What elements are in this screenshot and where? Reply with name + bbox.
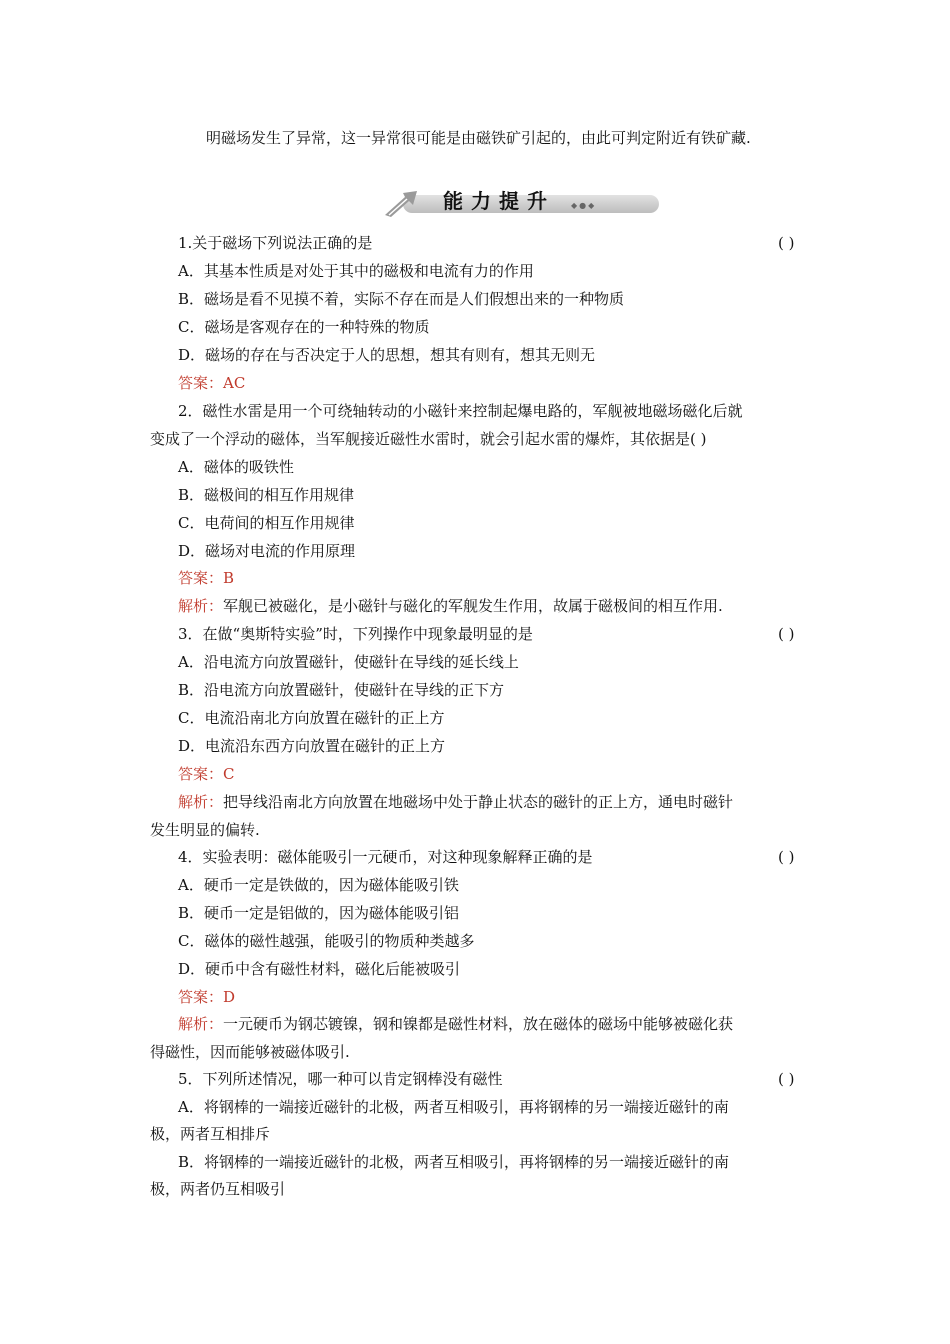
q3-option-d: D．电流沿东西方向放置在磁针的正上方 <box>178 737 446 755</box>
q2-option-c: C．电荷间的相互作用规律 <box>178 514 355 532</box>
q4-answer-blank: ( ) <box>778 848 795 866</box>
dots-icon: ◆●◆ <box>571 201 597 210</box>
q2-stem-line2: 变成了一个浮动的磁体，当军舰接近磁性水雷时，就会引起水雷的爆炸，其依据是( ) <box>150 430 707 448</box>
q1-option-b: B．磁场是看不见摸不着，实际不存在而是人们假想出来的一种物质 <box>178 290 625 308</box>
q5-option-a-line2: 极，两者互相排斥 <box>150 1125 271 1143</box>
arrow-icon <box>383 187 427 219</box>
q3-analysis-line1 <box>178 792 733 812</box>
section-title: 能力提升 <box>443 189 555 213</box>
q4-analysis-line2: 得磁性，因而能够被磁体吸引. <box>150 1043 350 1061</box>
q1-option-c: C．磁场是客观存在的一种特殊的物质 <box>178 318 430 336</box>
q5-option-b-line2: 极，两者仍互相吸引 <box>150 1180 286 1198</box>
q4-option-b: B．硬币一定是铝做的，因为磁体能吸引铝 <box>178 904 460 922</box>
q2-analysis <box>178 596 723 616</box>
analysis-body: 一元硬币为钢芯镀镍，钢和镍都是磁性材料，放在磁体的磁场中能够被磁化获 <box>223 1015 734 1033</box>
q5-option-b-line1: B．将钢棒的一端接近磁针的北极，两者互相吸引，再将钢棒的另一端接近磁针的南 <box>178 1153 730 1171</box>
q4-analysis-line1 <box>178 1014 733 1034</box>
intro-text: 明磁场发生了异常，这一异常很可能是由磁铁矿引起的，由此可判定附近有铁矿藏. <box>206 129 751 147</box>
q3-analysis-line2: 发生明显的偏转. <box>150 821 260 839</box>
q3-stem: 3．在做“奥斯特实验”时，下列操作中现象最明显的是 <box>178 625 533 643</box>
analysis-body: 军舰已被磁化，是小磁针与磁化的军舰发生作用，故属于磁极间的相互作用. <box>223 597 723 615</box>
q1-stem: 1.关于磁场下列说法正确的是 <box>178 234 373 252</box>
q5-stem: 5．下列所述情况，哪一种可以肯定钢棒没有磁性 <box>178 1070 503 1088</box>
analysis-label: 解析： <box>178 1015 224 1033</box>
q1-answer: 答案：AC <box>178 374 246 392</box>
q3-answer-blank: ( ) <box>778 625 795 643</box>
q2-answer: 答案：B <box>178 569 235 587</box>
q1-option-d: D．磁场的存在与否决定于人的思想，想其有则有，想其无则无 <box>178 346 596 364</box>
analysis-body: 把导线沿南北方向放置在地磁场中处于静止状态的磁针的正上方，通电时磁针 <box>223 793 734 811</box>
q1-answer-blank: ( ) <box>778 234 795 252</box>
q5-option-a-line1: A．将钢棒的一端接近磁针的北极，两者互相吸引，再将钢棒的另一端接近磁针的南 <box>178 1098 729 1116</box>
q2-option-a: A．磁体的吸铁性 <box>178 458 294 476</box>
q1-option-a: A．其基本性质是对处于其中的磁极和电流有力的作用 <box>178 262 534 280</box>
analysis-label: 解析： <box>178 793 224 811</box>
q2-stem-line1: 2．磁性水雷是用一个可绕轴转动的小磁针来控制起爆电路的，军舰被地磁场磁化后就 <box>178 402 743 420</box>
q3-option-a: A．沿电流方向放置磁针，使磁针在导线的延长线上 <box>178 653 519 671</box>
q3-option-b: B．沿电流方向放置磁针，使磁针在导线的正下方 <box>178 681 505 699</box>
q3-option-c: C．电流沿南北方向放置在磁针的正上方 <box>178 709 445 727</box>
q4-answer: 答案：D <box>178 988 236 1006</box>
q2-option-d: D．磁场对电流的作用原理 <box>178 542 356 560</box>
section-banner <box>383 187 659 219</box>
q5-answer-blank: ( ) <box>778 1070 795 1088</box>
q4-stem: 4．实验表明：磁体能吸引一元硬币，对这种现象解释正确的是 <box>178 848 593 866</box>
q2-option-b: B．磁极间的相互作用规律 <box>178 486 355 504</box>
q4-option-c: C．磁体的磁性越强，能吸引的物质种类越多 <box>178 932 475 950</box>
analysis-label: 解析： <box>178 597 224 615</box>
q2-analysis-text <box>178 597 723 615</box>
q4-option-d: D．硬币中含有磁性材料，磁化后能被吸引 <box>178 960 461 978</box>
q3-answer: 答案：C <box>178 765 235 783</box>
q4-option-a: A．硬币一定是铁做的，因为磁体能吸引铁 <box>178 876 459 894</box>
